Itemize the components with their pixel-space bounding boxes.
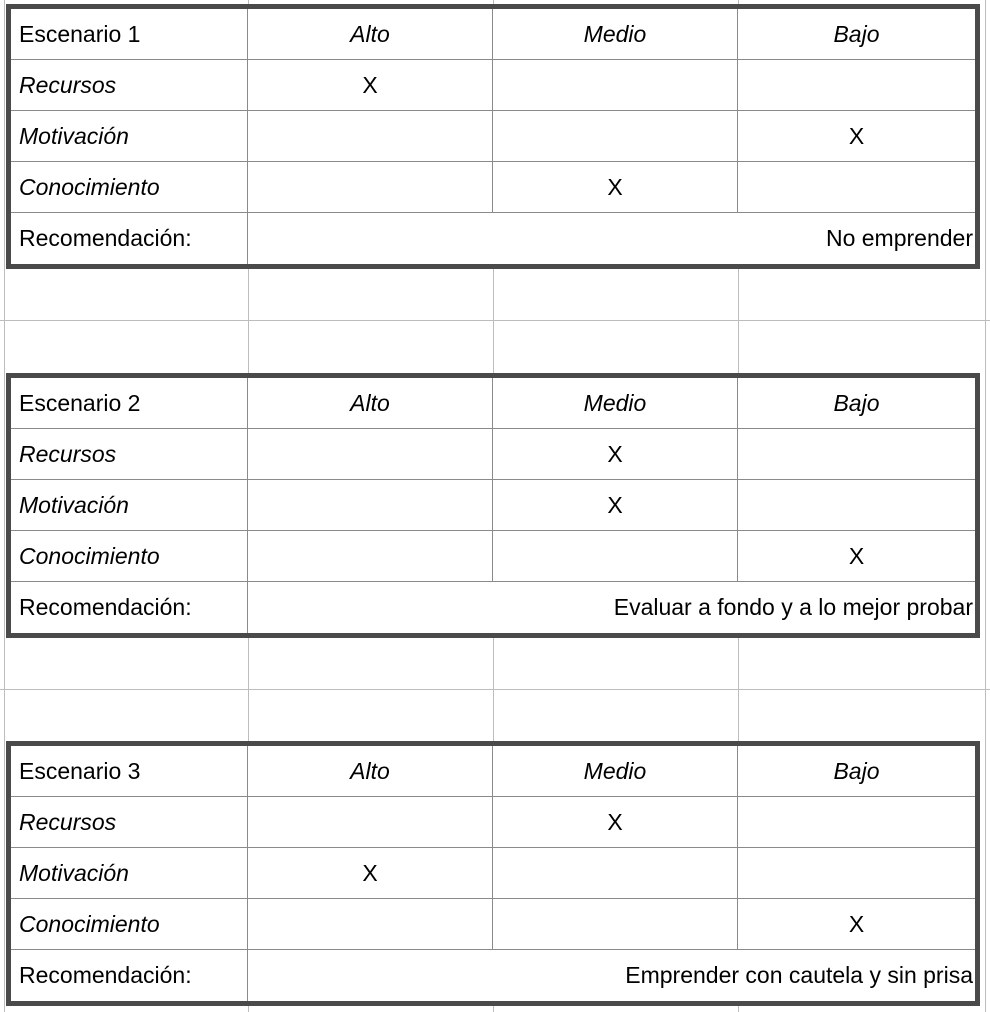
mark-cell[interactable] xyxy=(738,162,975,212)
row-label-recursos[interactable]: Recursos xyxy=(11,60,248,110)
table-row xyxy=(11,899,975,950)
mark-cell[interactable]: X xyxy=(248,848,493,898)
mark-cell[interactable]: X xyxy=(848,123,865,149)
col-header-bajo[interactable]: Bajo xyxy=(833,390,880,416)
col-header-alto[interactable]: Alto xyxy=(248,9,493,59)
table-row xyxy=(11,848,975,899)
scenario-table-2 xyxy=(6,373,980,638)
row-label-motivacion[interactable]: Motivación xyxy=(11,111,248,161)
table-row xyxy=(11,111,975,162)
scenario-title-cell[interactable]: Escenario 3 xyxy=(11,746,248,796)
col-header-medio[interactable]: Medio xyxy=(493,746,738,796)
scenario-table-3 xyxy=(6,741,980,1006)
col-header-medio[interactable]: Medio xyxy=(493,378,738,428)
mark-cell[interactable] xyxy=(738,480,975,530)
mark-cell[interactable] xyxy=(248,111,493,161)
row-label-motivacion[interactable]: Motivación xyxy=(11,480,248,530)
mark-cell[interactable] xyxy=(248,480,493,530)
col-header-medio[interactable]: Medio xyxy=(493,9,738,59)
table-row xyxy=(11,162,975,213)
mark-cell[interactable]: X xyxy=(848,543,865,569)
row-label-conocimiento[interactable]: Conocimiento xyxy=(11,899,248,949)
col-header-bajo[interactable]: Bajo xyxy=(833,758,880,784)
mark-cell[interactable] xyxy=(493,899,738,949)
col-header-bajo[interactable]: Bajo xyxy=(833,21,880,47)
recommendation-label[interactable]: Recomendación: xyxy=(11,582,248,633)
mark-cell[interactable]: X xyxy=(248,60,493,110)
mark-cell[interactable] xyxy=(738,848,975,898)
recommendation-value[interactable]: No emprender xyxy=(825,225,973,251)
mark-cell[interactable] xyxy=(493,111,738,161)
header-row xyxy=(11,9,975,60)
row-label-conocimiento[interactable]: Conocimiento xyxy=(11,531,248,581)
mark-cell[interactable] xyxy=(248,531,493,581)
mark-cell[interactable]: X xyxy=(493,480,738,530)
table-row xyxy=(11,531,975,582)
mark-cell[interactable] xyxy=(248,899,493,949)
recommendation-label[interactable]: Recomendación: xyxy=(11,213,248,264)
mark-cell[interactable] xyxy=(738,429,975,479)
scenario-title-cell[interactable]: Escenario 1 xyxy=(11,9,248,59)
mark-cell[interactable] xyxy=(493,60,738,110)
recommendation-row xyxy=(11,213,975,264)
table-row xyxy=(11,60,975,111)
grid-line xyxy=(985,0,986,1012)
mark-cell[interactable] xyxy=(493,848,738,898)
grid-line xyxy=(4,0,5,1012)
header-row xyxy=(11,746,975,797)
mark-cell[interactable]: X xyxy=(848,911,865,937)
scenario-table-1 xyxy=(6,4,980,269)
header-row xyxy=(11,378,975,429)
scenario-title-cell[interactable]: Escenario 2 xyxy=(11,378,248,428)
mark-cell[interactable]: X xyxy=(493,797,738,847)
mark-cell[interactable] xyxy=(738,60,975,110)
mark-cell[interactable] xyxy=(248,429,493,479)
mark-cell[interactable] xyxy=(248,797,493,847)
table-row xyxy=(11,429,975,480)
mark-cell[interactable] xyxy=(738,797,975,847)
recommendation-row xyxy=(11,582,975,633)
grid-line xyxy=(0,689,990,690)
mark-cell[interactable]: X xyxy=(493,429,738,479)
recommendation-value[interactable]: Emprender con cautela y sin prisa xyxy=(625,962,973,988)
row-label-recursos[interactable]: Recursos xyxy=(11,429,248,479)
mark-cell[interactable] xyxy=(248,162,493,212)
mark-cell[interactable] xyxy=(493,531,738,581)
mark-cell[interactable]: X xyxy=(493,162,738,212)
recommendation-label[interactable]: Recomendación: xyxy=(11,950,248,1001)
table-row xyxy=(11,797,975,848)
row-label-recursos[interactable]: Recursos xyxy=(11,797,248,847)
recommendation-value[interactable]: Evaluar a fondo y a lo mejor probar xyxy=(613,594,973,620)
row-label-conocimiento[interactable]: Conocimiento xyxy=(11,162,248,212)
grid-line xyxy=(0,320,990,321)
col-header-alto[interactable]: Alto xyxy=(248,378,493,428)
row-label-motivacion[interactable]: Motivación xyxy=(11,848,248,898)
table-row xyxy=(11,480,975,531)
col-header-alto[interactable]: Alto xyxy=(248,746,493,796)
recommendation-row xyxy=(11,950,975,1001)
